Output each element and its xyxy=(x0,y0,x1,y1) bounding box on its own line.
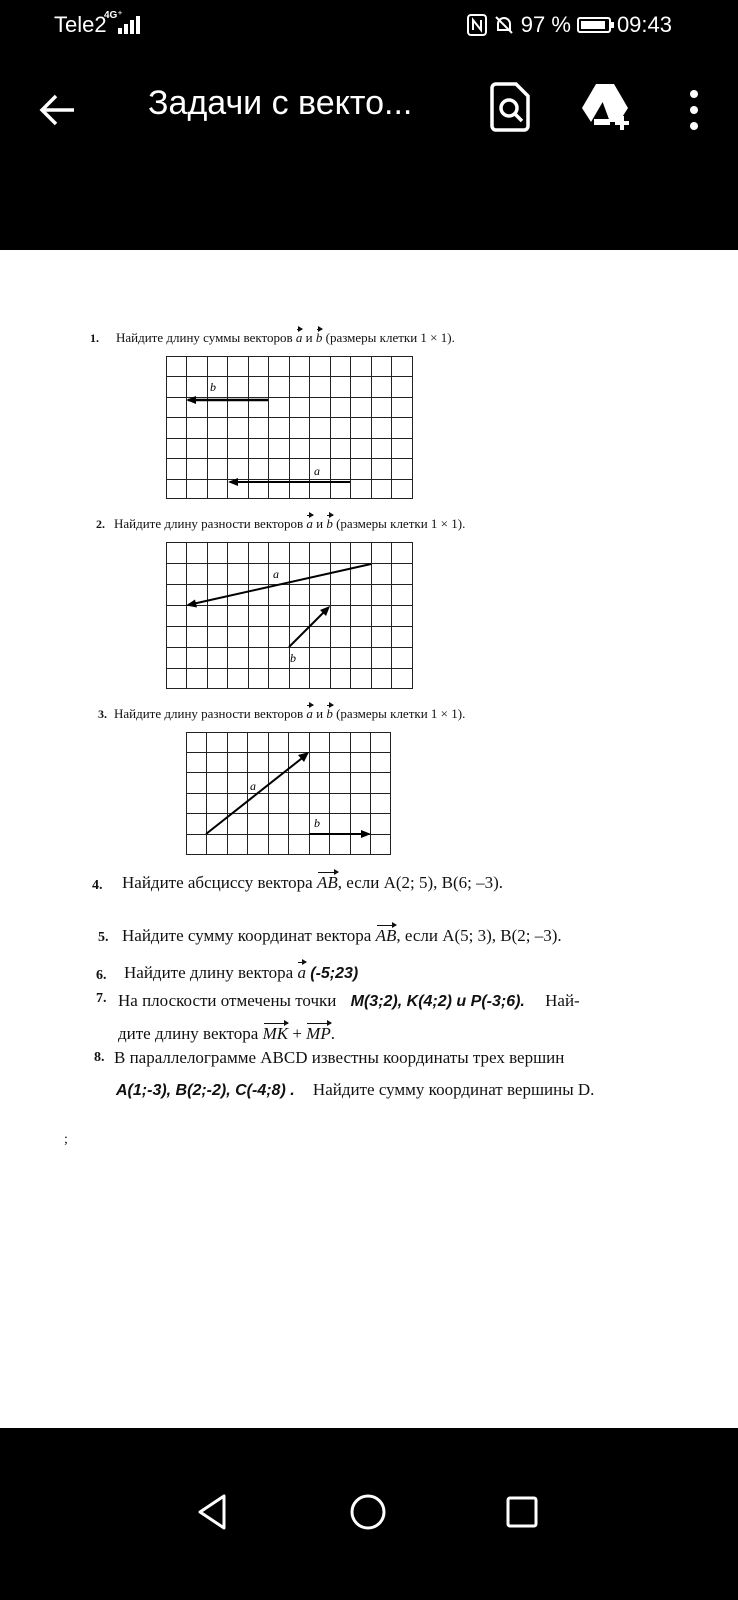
mute-bell-icon xyxy=(493,14,515,36)
document-title: Задачи с векто... xyxy=(148,84,413,122)
stray-mark: ; xyxy=(64,1132,68,1147)
task-2-text: Найдите длину разности векторов a и b (размеры клетки 1 × 1). xyxy=(114,516,466,531)
battery-percent: 97 % xyxy=(520,12,571,37)
task-7-number: 7. xyxy=(96,991,107,1006)
status-bar xyxy=(0,0,738,52)
vector-b-arrow xyxy=(309,830,371,838)
task-2-number: 2. xyxy=(96,517,105,531)
vector-b-label: b xyxy=(210,380,216,394)
network-type: 4G⁺ xyxy=(104,10,123,21)
task-1-text: Найдите длину суммы векторов a и b (размеры клетки 1 × 1). xyxy=(116,330,455,345)
task-4-number: 4. xyxy=(92,878,103,893)
task-5-number: 5. xyxy=(98,930,109,945)
task-3-grid xyxy=(186,732,396,858)
task-2-grid xyxy=(166,542,418,694)
task-1-number: 1. xyxy=(90,331,99,345)
carrier-name: Tele2 xyxy=(54,12,107,37)
vector-a-label: a xyxy=(250,779,256,793)
navigation-bar xyxy=(0,1428,738,1600)
task-7-line-2: дите длину вектора MK + MP. xyxy=(118,1024,335,1043)
clock: 09:43 xyxy=(616,12,672,37)
more-options-icon[interactable] xyxy=(680,88,708,132)
task-7-line-1: На плоскости отмечены точки M(3;2), K(4;2) и P(-3;6). Най- xyxy=(118,991,580,1010)
task-8-number: 8. xyxy=(94,1050,105,1065)
task-3-number: 3. xyxy=(98,707,107,721)
vector-a-label: a xyxy=(314,464,320,478)
vector-a-label: a xyxy=(273,567,279,581)
nfc-icon xyxy=(467,14,487,36)
task-4-text: Найдите абсциссу вектора AB, если A(2; 5), B(6; –3). xyxy=(122,873,504,892)
nav-recent-apps-icon[interactable] xyxy=(500,1490,544,1534)
task-8-line-1: В параллелограмме ABCD известны координаты трех вершин xyxy=(114,1048,565,1067)
task-3-text: Найдите длину разности векторов a и b (размеры клетки 1 × 1). xyxy=(114,706,466,721)
document-page[interactable] xyxy=(0,250,738,1428)
task-6-text: Найдите длину вектора a (-5;23) xyxy=(124,963,359,982)
back-arrow-icon[interactable] xyxy=(36,88,80,132)
nav-home-icon[interactable] xyxy=(346,1490,390,1534)
vector-b-label: b xyxy=(314,816,320,830)
app-bar xyxy=(0,52,738,250)
add-to-drive-icon[interactable] xyxy=(580,82,634,130)
battery-icon xyxy=(577,17,611,33)
task-5-text: Найдите сумму координат вектора AB, если A(5; 3), B(2; –3). xyxy=(122,926,562,945)
signal-icon xyxy=(118,14,144,34)
nav-back-icon[interactable] xyxy=(192,1490,236,1534)
vector-b-label: b xyxy=(290,651,296,665)
task-1-grid xyxy=(166,356,418,504)
find-in-document-icon[interactable] xyxy=(488,82,532,132)
task-8-line-2: A(1;-3), B(2;-2), C(-4;8) . Найдите сумму координат вершины D. xyxy=(116,1080,595,1099)
task-6-number: 6. xyxy=(96,968,107,983)
